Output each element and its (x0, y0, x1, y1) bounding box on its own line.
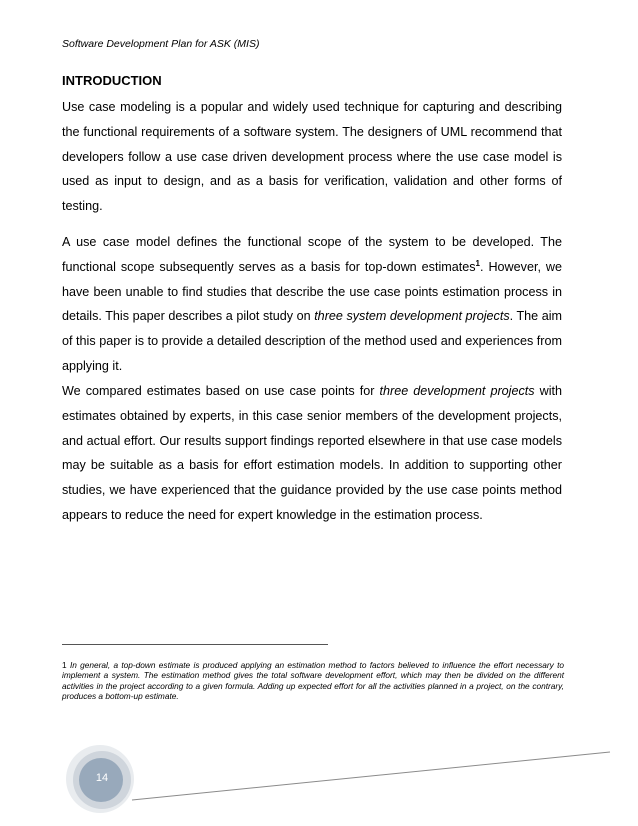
paragraph-2-text-b: . However, we have been unable to find studies that describe the use case points estimation process in details. This paper describes a pilot study on (62, 259, 563, 324)
paragraph-3-emphasis: three development projects (379, 384, 535, 398)
footnote-reference[interactable]: 1 (475, 258, 480, 268)
footnote-number: 1 (62, 660, 67, 670)
footer-curve (132, 752, 610, 800)
running-header: Software Development Plan for ASK (MIS) (62, 38, 260, 50)
page-number: 14 (95, 772, 109, 784)
footnote-text: In general, a top-down estimate is produced applying an estimation method to factors believed to influence the effort necessary to implement a system. The estimation method gives the total software development effort, which may then be divided on the different activities in the project according to a given formula. Adding up expected effort for all the activities planned in a project, on the contrary, produces a bottom-up estimate. (62, 660, 564, 702)
paragraph-3-text-a: We compared estimates based on use case points for (62, 384, 380, 398)
section-heading: INTRODUCTION (62, 73, 162, 88)
paragraph-2-emphasis: three system development projects (314, 309, 510, 324)
paragraph-1-text: Use case modeling is a popular and widely used technique for capturing and describing the functional requirements of a software system. The designers of UML recommend that developers follow a use case driven development process where the use case model is used as input to design, and as a basis for verification, validation and other forms of testing. (62, 100, 562, 214)
paragraph-2-text-a: A use case model defines the functional scope of the system to be developed. The functional scope subsequently serves as a basis for top-down estimates (62, 235, 562, 274)
paragraph-3-text-b: with estimates obtained by experts, in this case senior members of the development projects, and actual effort. Our results support findings reported elsewhere in that use case models may be suitable as a basis for effort estimation models. In addition to supporting other studies, we have experienced that the guidance provided by the use case points method appears to reduce the need for expert knowledge in the estimation process. (62, 384, 562, 522)
paragraph-2-text-c: . The aim of this paper is to provide a detailed description of the method used and experiences from applying it. (62, 309, 563, 373)
